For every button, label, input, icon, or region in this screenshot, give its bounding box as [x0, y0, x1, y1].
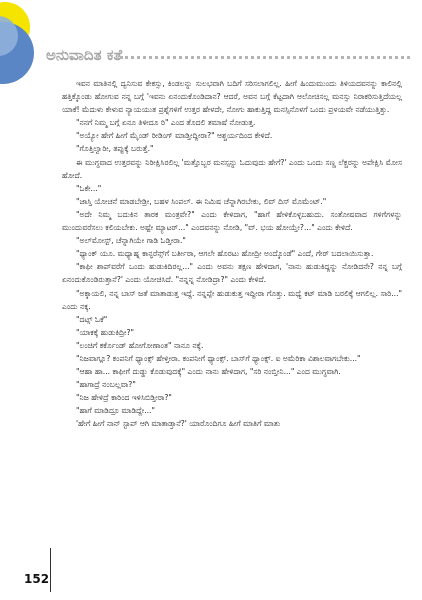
paragraph: ಇವನ ಮಾತಿನಲ್ಲಿ ದ್ವನಿಸುವ ಕೇಕಸ್ಸು, ಕಿಂಡಲನ್ನು ಸುಲಭವಾಗಿ ಬದಿಗೆ ಸರಿಸಲಾಗಲಿಲ್ಲ. ಹೀಗೆ ಹಿಂದುಮುಂದು ತಿಳಿಯದವನನ್ನು ಕಾಲಿನಲ್ಲಿ ಹತ್ತಿಕ್ಕೊಂಡು ಹೋಗುವ ನನ್ನ ಬಗ್ಗೆ 'ಇವನು ಏನಂದುಕೊಂಡಿದಾನ? ಆದರೆ, ಅವನ ಬಗ್ಗೆ ಕೆಟ್ಟದಾಗಿ ಆಲೋಚಿಸಲ್ಲ ಮನಸ್ಸು ನಿರಾಕರಿಸುತ್ತಿದೆಯಲ್ಲ ಯಾಕೆ! ಮೆದುಳು ಕೇಳುವ ನ್ಯಾಯಯುತ ಪ್ರಶ್ನೆಗಳಿಗೆ ಉತ್ತರ ಹೇಳದೇ, ನೋಗು ಹಾಕುತ್ತಿದ್ದ ಮನಸ್ಸಿನೊಳಗೆ ಒಂದು ಪ್ರಳಯವೇ ನಡೆಯುತ್ತಿತ್ತು. — [62, 79, 402, 115]
paragraph: "ಹಾಗಾದ್ರೆ ನಂಬಲ್ಲವಾ?" — [76, 380, 136, 390]
paragraph: "ಅಲ್‌ಮೋಸ್ಟ್, ಚೆನ್ನಾಗಿಯೇ ಗಾಡಿ ಓಡ್ತೀರಾ." — [76, 236, 186, 246]
paragraph: 'ಹೇಗೆ ಹೀಗೆ ನಾನ್ ಸ್ಟಾಪ್ ಆಗಿ ಮಾತಾಡ್ತಾನೆ?' ಯಾರೊಂದಿಗೂ ಹೀಗೆ ಮಾತಿಗೆ ಮಾತು — [76, 419, 281, 429]
paragraph: "ಲಂಚಿಗೆ ಕರ್ಕೊಂಡ್ ಹೋಗೋಣಾಂತ" ನಾನೂ ನಕ್ಕೆ. — [76, 340, 204, 350]
paragraph: "ಆಹಾ ಹಾ... ಕಾಫೀಗೆ ದುಡ್ಡು ಕೊಡುವುದಕ್ಕೆ" ಎಂದು ನಾನು ಹೇಳಿದಾಗ, "ಸರಿ ನಂಬ್ತೀನಿ..." ಎಂದ ಮುಗ್ಧವಾಗಿ. — [76, 367, 341, 377]
dotted-header-rule — [120, 56, 410, 59]
paragraph: "ಗೊತ್ತಿಲ್ವಾರೀ, ತಪ್ಪುಕ್ಕೆ ಬರುತ್ತೆ." — [76, 144, 154, 154]
paragraph: "ಹಾಗೆ ಮಾಡಿದ್ರೂ ಮಾಡಿದ್ದೇ..." — [76, 406, 155, 416]
paragraph: "ಅಕ್ಕಾಯಲಿ, ನನ್ನ ಬಾಸ್ ಜತೆ ಮಾತಾಡುತ್ತ ಇದ್ದೆ. ನನ್ನಪ್ಪೇ ಹುಡುಕುತ್ತ ಇದ್ದೀರಾ ಗೊತ್ತು. ಮಧ್ಯೆ ಕಟ್ ಮಾಡಿ ಬರಲಿಕ್ಕೆ ಆಗಲಿಲ್ಲ. ಸಾರಿ..." ಎಂದು ನಕ್ಕ. — [62, 288, 402, 311]
paragraph: "ನಿಜವಾಗ್ಲೂ? ಕಂಪನಿಗೆ ಥ್ಯಾಂಕ್ಸ್ ಹೇಳ್ತೀರಾ. ಕಂಪನೀಗೆ ಥ್ಯಾಂಕ್ಸ್. ಬಾಸ್‌ಗೆ ಥ್ಯಾಂಕ್ಸ್. ಐ ಅಮೆರಿಕಾ ವಿಶಾಲವಾಗಬೇಕು..." — [76, 353, 361, 363]
margin-rule — [50, 548, 51, 592]
paragraph: "ಅಯ್ಯೋ ಹೇಗೆ ಹೀಗೆ ಮೈಂಡ್ ರೀಡಿಂಗ್ ಮಾಡ್ತೀದ್ದೀರಾ?" ಆಶ್ಚರ್ಯದಿಂದ ಕೇಳಿದೆ. — [76, 131, 273, 141]
paragraph: "ಜಾಸ್ತಿ ಯೋಚನೆ ಮಾಡಬೇಡ್ರೀ, ಬಹಳ ಸಿಂಪಲ್. ಈ ನಿಮಿಷ ಚೆನ್ನಾಗಿರಬೇಕು, ಲಿವ್ ದಿಸ್ ಮೊಮೆಂಟ್." — [76, 196, 327, 206]
paragraph: "ಕಾಫೀ ಶಾಪ್‌ವರೆಗೆ ಒಂದು ಹುಡುಕಿದಿರಲ್ಲ..." ಎಂದು ಅವನು ತಕ್ಷಣ ಹೇಳಿದಾಗ, 'ನಾನು ಹುಡುಕಿದ್ದನ್ನು ನೋಡಿದನೇ? ನನ್ನ ಬಗ್ಗೆ ಏನಂದುಕೊಂಡಿರುತ್ತಾನೆ?' ಎಂದು ಯೋಚಿಸಿದೆ. "ನನ್ನನ್ನ ನೋಡಿದ್ರಾ?" ಎಂದು ಕೇಳಿದೆ. — [62, 262, 402, 285]
page-number: 152 — [24, 572, 50, 586]
paragraph: "ಓಕೇ..." — [76, 183, 102, 193]
paragraph: "ಥ್ಯಾಂಕ್ ಯೂ. ಮಧ್ಯಾಹ್ನ ಕಾನ್ಫರೆನ್ಸ್‌ಗೆ ಬರ್ತೀರಾ, ಆಗಲೇ ಹೊರಟು ಹೋದ್ರೀ ಅಂದ್ಕೊಂಡೆ" ಎಂದೆ, ಗೇರ್ ಬದಲಾಯಿಸುತ್ತಾ. — [76, 249, 374, 259]
paragraph: "ದಟ್ಸ್ ಓಕೆ" — [76, 314, 108, 324]
paragraph: "ಯಾಕಕ್ಕೆ ಹುಡುಕಿದ್ರೀ?" — [76, 327, 135, 337]
paragraph: "ನಿಜ ಹೇಳಿದ್ರೆ ಕಾರಿಂದ ಇಳಿಸಿಬಿಡ್ತೀರಾ?" — [76, 393, 172, 403]
story-body — [62, 77, 402, 431]
paragraph: "ಅದೇ ನಿಮ್ಮ ಬದುಕಿನ ತಾರಕ ಮಂತ್ರವೇ?" ಎಂದು ಕೇಳಿದಾಗ, "ಹಾಗೆ ಹೇಳಿಕೊಳ್ಳಬಹುದು. ಸಂತೋಷವಾದ ಗಳಿಗೆಗಳನ್ನು ಮುಂದುವರೆಸಲು ಕಲಿಯಬೇಕು. ಅಷ್ಟೇ ಮ್ಯಾಟರ್..." ಎಂದವನನ್ನು ನೋಡಿ, "ವ್. ಭಯ ಹೋಯ್ತೇ?..." ಎಂದು ಕೇಳಿದೆ. — [62, 209, 402, 233]
paragraph: ಈ ಮುಗ್ಧವಾದ ಉತ್ತರವನ್ನು ನಿರೀಕ್ಷಿಸಿರಲಿಲ್ಲ 'ಮತ್ತೊಬ್ಬರ ಮನಸ್ಸನ್ನು ಓದುವುದು ಹೇಗೆ?' ಎಂದು ಒಂದು ಸಣ್ಣ ಲೆಕ್ಚರನ್ನು ಅಪೇಕ್ಷಿಸಿ ಮೋಸ ಹೋದೆ. — [62, 157, 402, 180]
paragraph: "ನನಗೆ ನಿಮ್ಮ ಬಗ್ಗೆ ಏನೂ ತಿಳೀದೂ ರಿ" ಎಂದ ತೊದಲಿ ತಮಾಷೆ ನೋಡುತ್ತ. — [76, 118, 256, 128]
section-title: ಅನುವಾದಿತ ಕತೆ — [46, 46, 123, 64]
